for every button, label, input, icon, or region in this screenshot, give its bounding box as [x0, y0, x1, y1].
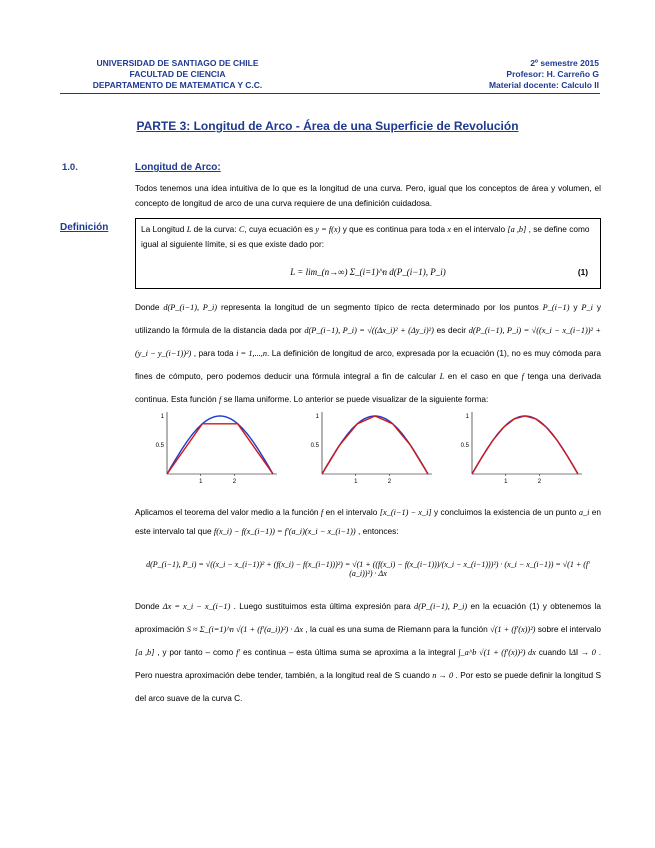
y-tick-label: 0.5: [460, 443, 469, 449]
section-number: 1.0.: [62, 162, 78, 173]
x-tick-label: 2: [537, 479, 542, 485]
semester: 2º semestre 2015: [530, 58, 599, 68]
curve: [167, 416, 273, 474]
section-title: Longitud de Arco:: [135, 162, 221, 173]
paragraph-riemann-sum: Donde Δx = x_i − x_(i−1) . Luego sustituimos esta última expresión para d(P_(i−1), P_i) en la ecuación (1) y obtenemos la aproximación S ≈ Σ_(i=1)^n √(1 + (f′(a_i))²) · Δx , la cual es una suma de Riemann para la función √(1 + (f′(x))²) sobre el intervalo [a ,b] , y por tanto – como f′ es continua – esta última suma se aproxima a la integral ∫_a^b √(1 + (f′(x))²) dx cuando ‖Δ‖ → 0 . Pero nuestra aproximación debe tender, también, a la longitud real de S cuando n → 0 . Por esto se puede definir la longitud S del arco suave de la curva C.: [135, 601, 602, 703]
polygon-approximation: [472, 416, 578, 474]
course-material: Material docente: Calculo II: [488, 80, 599, 90]
equation-number: (1): [577, 267, 588, 277]
header-rule: [60, 93, 600, 94]
plot-polygon-coarse: [156, 412, 277, 485]
definition-label: Definición: [60, 222, 109, 233]
y-tick-label: 1: [465, 414, 469, 420]
y-tick-label: 1: [315, 414, 319, 420]
curve: [322, 416, 428, 474]
professor: Profesor: H. Carreño G: [506, 69, 599, 79]
plot-polygon-fine: [461, 412, 582, 485]
polygon-approximation: [322, 416, 428, 474]
arc-approximation-plots: [145, 408, 605, 488]
definition-box: [135, 218, 601, 289]
definition-text: La Longitud L de la curva: C, cuya ecuación es y = f(x) y que es continua para toda x en el intervalo [a ,b] , se define como igual al siguiente límite, si es que existe dado por:: [141, 224, 590, 249]
paragraph-mean-value: Aplicamos el teorema del valor medio a la función f en el intervalo [x_(i−1) − x_i] y concluimos la existencia de un punto a_i en este intervalo tal que f(x_i) − f(x_(i−1)) = f′(a_i)(x_i − x_(i−1)) , entonces:: [135, 507, 602, 536]
plot-polygon-medium: [311, 412, 432, 485]
page-title: PARTE 3: Longitud de Arco - Área de una Superficie de Revolución: [136, 119, 519, 133]
length-limit-formula: L = lim_(n→∞) Σ_(i=1)^n d(P_(i−1), P_i): [290, 267, 446, 277]
y-tick-label: 0.5: [310, 443, 319, 449]
curve: [472, 416, 578, 474]
x-tick-label: 2: [387, 479, 392, 485]
header-right: [489, 58, 599, 91]
y-tick-label: 0.5: [155, 443, 164, 449]
x-tick-label: 1: [504, 479, 508, 485]
paragraph-distance: Donde d(P_(i−1), P_i) representa la longitud de un segmento típico de recta determinado por los puntos P_(i−1) y P_i y utilizando la fórmula de la distancia dada por d(P_(i−1), P_i) = √((Δx_i)² + (Δy_i)²) es decir d(P_(i−1), P_i) = √((x_i − x_(i−1))² + (y_i − y_(i−1))²) , para toda i = 1,...,n. La definición de longitud de arco, expresada por la ecuación (1), no es muy cómoda para fines de cómputo, pero podemos deducir una fórmula integral a fin de calcular L en el caso en que f tenga una derivada continua. Esta función f se llama uniforme. Lo anterior se puede visualizar de la siguiente forma:: [135, 302, 602, 404]
faculty-name: FACULTAD DE CIENCIA: [129, 69, 226, 79]
header-left: [70, 58, 285, 91]
university-name: UNIVERSIDAD DE SANTIAGO DE CHILE: [96, 58, 259, 68]
department-name: DEPARTAMENTO DE MATEMATICA Y C.C.: [92, 80, 263, 90]
y-tick-label: 1: [160, 414, 164, 420]
x-tick-label: 1: [354, 479, 358, 485]
distance-derivation-equation: d(P_(i−1), P_i) = √((x_i − x_(i−1))² + (f(x_i) − f(x_(i−1)))²) = √(1 + ((f(x_i) − f(x_(i−1)))/(x_i − x_(i−1)))²) · (x_i − x_(i−1)) = √(1 + (f′(a_i))²) · Δx: [146, 560, 590, 578]
intro-paragraph: Todos tenemos una idea intuitiva de lo que es la longitud de una curva. Pero, igual que los conceptos de área y volumen, el concepto de longitud de arco de una curva requiere de una definición cuidadosa.: [135, 183, 601, 208]
x-tick-label: 2: [232, 479, 237, 485]
x-tick-label: 1: [199, 479, 203, 485]
